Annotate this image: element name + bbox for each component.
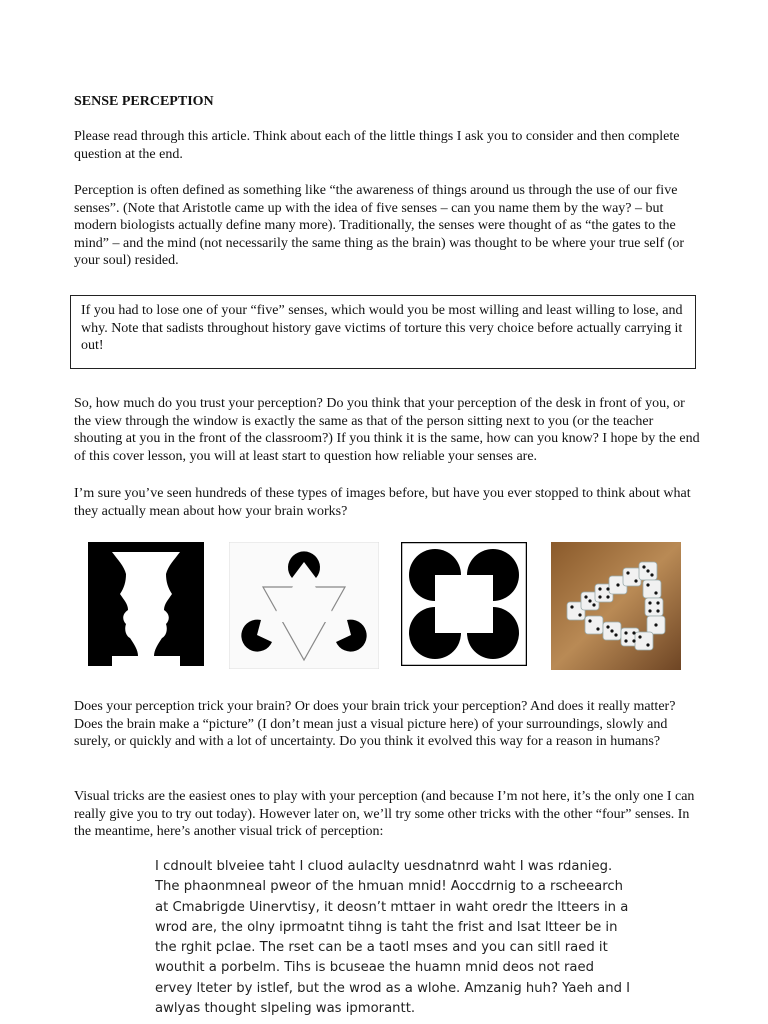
trick-question-paragraph: Does your perception trick your brain? Or does your brain trick your perception? And does it really matter? Does the brain make a “picture” (I don’t mean just a visual picture here) of your surroundings, slowly and surely, or quickly and with a lot of uncertainty. Do you think it evolved this way for a reason in humans? (74, 699, 676, 749)
kanizsa-square-illustration (401, 542, 527, 666)
impossible-dice-photo (551, 542, 681, 670)
visual-tricks-paragraph: Visual tricks are the easiest ones to play with your perception (and because I’m not here, it’s the only one I can really give you to try out today). However later on, we’ll try some other tricks with the other “four” senses. In the meantime, here’s another visual trick of perception: (74, 789, 695, 839)
illusory-square (435, 575, 493, 633)
page-title: SENSE PERCEPTION (74, 94, 214, 109)
rubin-vase-illustration (88, 542, 204, 666)
perception-paragraph: Perception is often defined as something like “the awareness of things around us through the use of our five senses”. (Note that Aristotle came up with the idea of five senses – can you name them by the way? – but modern biologists actually define many more). Traditionally, the senses were thought of as “the gates to the mind” – and the mind (not necessarily the same thing as the brain) was thought to be where your true self (or your soul) resided. (74, 183, 684, 268)
intro-paragraph: Please read through this article. Think about each of the little things I ask you to consider and then complete question at the end. (74, 129, 680, 162)
kanizsa-triangle-illustration (229, 542, 379, 669)
callout-text: If you had to lose one of your “five” senses, which would you be most willing and least willing to lose, and why. Note that sadists throughout history gave victims of torture this very choice before actually carrying it out! (81, 303, 683, 353)
scrambled-text-passage: I cdnoult blveiee taht I cluod aulaclty uesdnatnrd waht I was rdanieg. The phaonmneal pweor of the hmuan mnid! Aoccdrnig to a rscheearch at Cmabrigde Uinervtisy, it deosn’t mttaer in waht oredr the ltteers in a wrod are, the olny iprmoatnt tihng is taht the frist and lsat ltteer be in the rghit pclae. The rset can be a taotl mses and you can sitll raed it wouthit a porbelm. Tihs is bcuseae the huamn mnid deos not raed ervey lteter by istlef, but the wrod as a wlohe. Amzanig huh? Yaeh and I awlyas thought slpeling was ipmorantt. (141, 855, 641, 1019)
trust-paragraph: So, how much do you trust your perception? Do you think that your perception of the desk in front of you, or the view through the window is exactly the same as that of the person sitting next to you (or the teacher shouting at you in the front of the classroom?) If you think it is the same, how can you know? I hope by the end of this cover lesson, you will at least start to question how reliable your senses are. (74, 396, 700, 464)
question-callout-box (70, 295, 696, 369)
images-intro-paragraph: I’m sure you’ve seen hundreds of these types of images before, but have you ever stopped to think about what they actually mean about how your brain works? (74, 486, 691, 519)
